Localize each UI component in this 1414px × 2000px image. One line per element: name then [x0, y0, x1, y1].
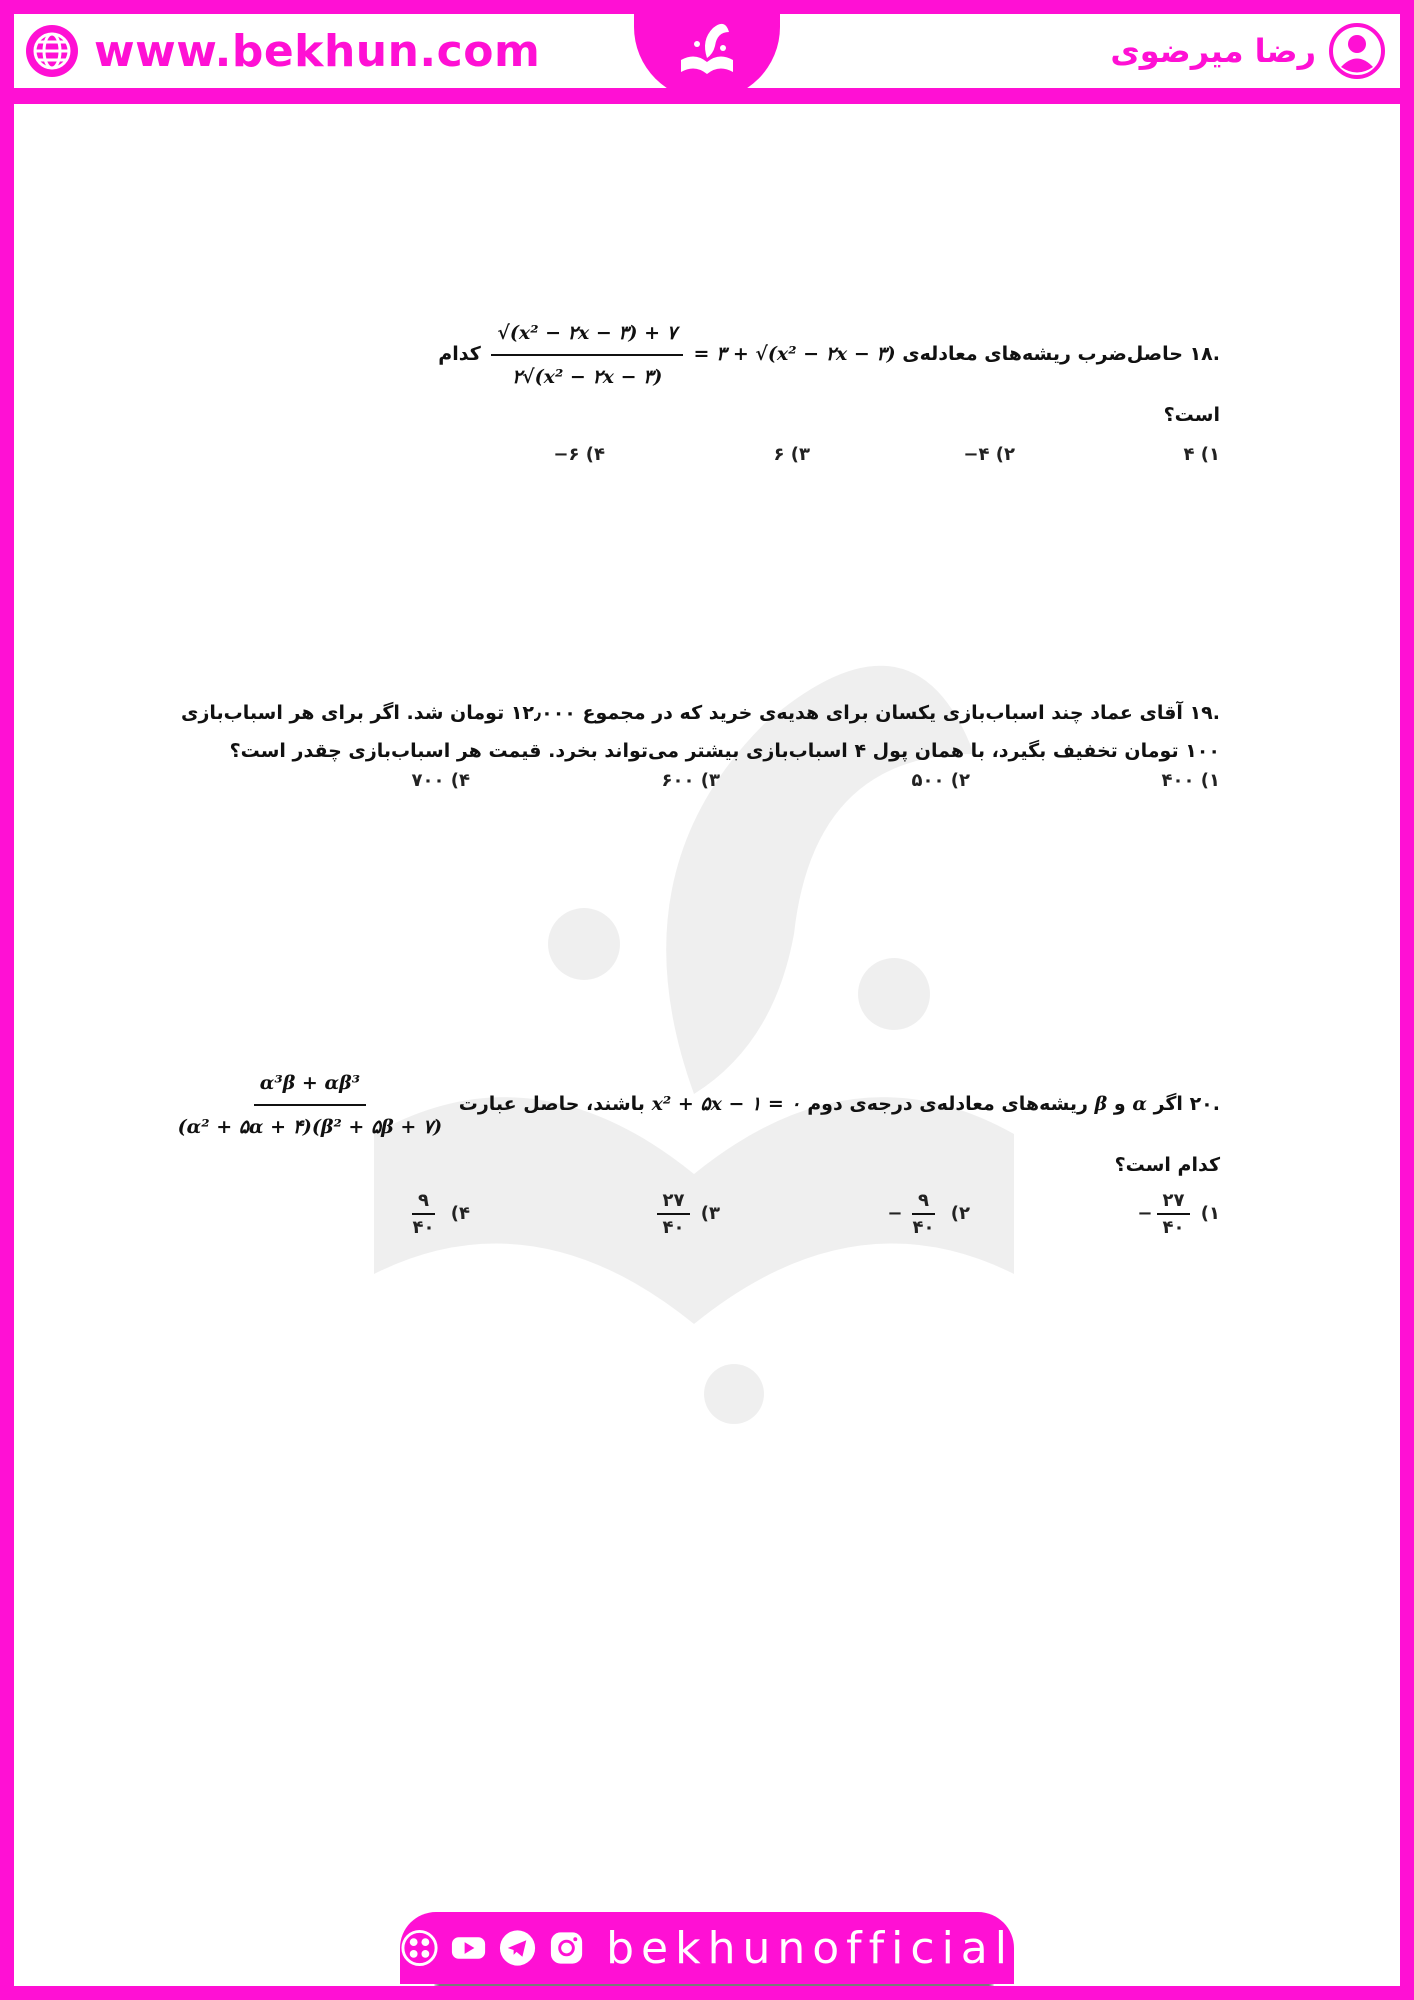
social-handle[interactable]: bekhunofficial	[606, 1922, 1014, 1974]
q20-options	[160, 1190, 1220, 1238]
author-block	[1110, 20, 1386, 82]
option-3[interactable]: ۳) ۶۰۰	[661, 770, 720, 791]
site-url: www.bekhun.com	[94, 25, 541, 77]
question-20	[160, 1064, 1220, 1238]
youtube-icon[interactable]	[449, 1928, 488, 1968]
q19-options	[160, 770, 1220, 791]
option-2[interactable]: ۲) ۵۰۰	[911, 770, 970, 791]
option-2[interactable]: ۲) ۴−	[963, 444, 1015, 465]
question-18	[400, 314, 1220, 465]
q18-options	[400, 444, 1220, 465]
telegram-icon[interactable]	[498, 1928, 537, 1968]
option-1[interactable]: ۱) ۴	[1183, 444, 1220, 465]
q20-equation: x² + ۵x − ۱ = ۰	[651, 1093, 801, 1115]
header-divider	[14, 88, 1400, 104]
author-name: رضا میرضوی	[1110, 32, 1316, 70]
q18-equation: $\frac{\text{√(x² − ۲x − ۳) + ۷}}{\text{۲√(x² − ۲x − ۳)}}$ = ۳ + √(x² − ۲x − ۳)	[487, 314, 895, 396]
question-18-text: .۱۸ حاصل‌ضرب ریشه‌های معادله‌ی $\frac{\text{√(x² − ۲x − ۳) + ۷}}{\text{۲√(x² − ۲x − ۳)}}$ = ۳ + √(x² − ۲x − ۳) کدام است؟	[400, 314, 1220, 434]
question-19-text: .۱۹ آقای عماد چند اسباب‌بازی یکسان برای هدیه‌ی خرید که در مجموع ۱۲٫۰۰۰ تومان شد. اگر برای هر اسباب‌بازی ۱۰۰ تومان تخفیف بگیرد، با همان پول ۴ اسباب‌بازی بیشتر می‌تواند بخرد. قیمت هر اسباب‌بازی چقدر است؟	[181, 702, 1220, 762]
option-4[interactable]: ۴) ۷۰۰	[411, 770, 470, 791]
instagram-icon[interactable]	[547, 1928, 586, 1968]
page	[14, 14, 1400, 1986]
option-4[interactable]: ۴) ۶−	[553, 444, 605, 465]
option-1[interactable]: ۱) $\frac{۲۷}{۴۰}$ −	[1137, 1190, 1220, 1238]
site-link[interactable]	[24, 20, 540, 82]
q20-expression: $\frac{\text{α³β + αβ³}}{\text{(α² + ۵α + ۴)(β² + ۵β + ۷)}}$	[168, 1064, 453, 1146]
question-19	[160, 694, 1220, 791]
option-4[interactable]: ۴) $\frac{۹}{۴۰}$	[412, 1190, 470, 1238]
book-logo-icon	[667, 14, 747, 90]
option-2[interactable]: ۲) $\frac{۹}{۴۰}$ −	[887, 1190, 970, 1238]
globe-icon	[24, 23, 80, 79]
aparat-icon[interactable]	[400, 1928, 439, 1968]
social-footer	[400, 1912, 1014, 1984]
option-3[interactable]: ۳) $\frac{۲۷}{۴۰}$	[470, 1190, 720, 1238]
option-3[interactable]: ۳) ۶	[773, 444, 810, 465]
question-20-text: .۲۰ اگر α و β ریشه‌های معادله‌ی درجه‌ی دوم x² + ۵x − ۱ = ۰ باشند، حاصل عبارت $\frac{\text{α³β + αβ³}}{\text{(α² + ۵α + ۴)(β² + ۵β + ۷)}}$ کدام است؟	[160, 1064, 1220, 1184]
option-1[interactable]: ۱) ۴۰۰	[1161, 770, 1220, 791]
user-icon	[1328, 22, 1386, 80]
